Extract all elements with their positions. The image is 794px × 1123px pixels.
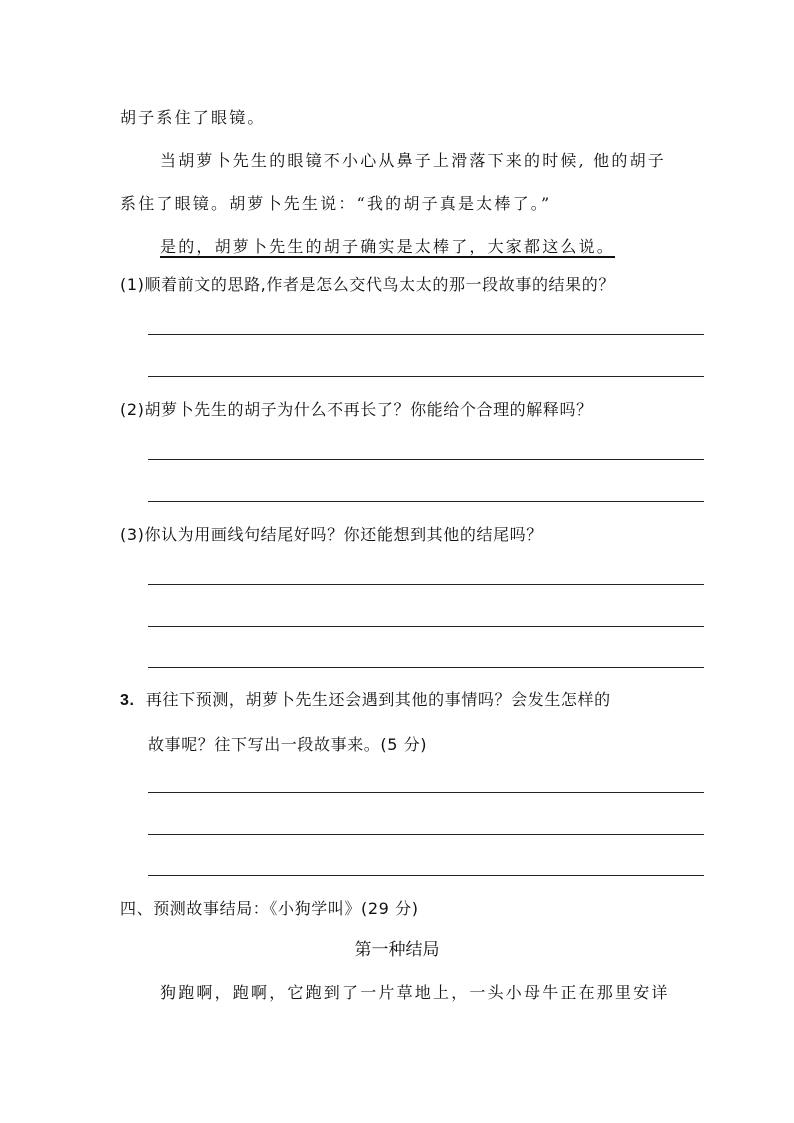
section-4-paragraph: 狗跑啊，跑啊，它跑到了一片草地上，一头小母牛正在那里安详 (160, 983, 670, 1002)
answer-line-1a[interactable] (148, 334, 704, 335)
task-3-text-1: 再往下预测，胡萝卜先生还会遇到其他的事情吗？会发生怎样的 (145, 690, 611, 709)
question-1-text: 顺着前文的思路,作者是怎么交代鸟太太的那一段故事的结果的？ (144, 275, 615, 294)
question-2 (120, 400, 593, 420)
question-1 (120, 275, 615, 295)
answer-line-4a[interactable] (148, 792, 704, 793)
story-line-3: 系住了眼镜。胡萝卜先生说：“我的胡子真是太棒了。” (120, 194, 552, 213)
task-3-number: 3. (120, 692, 135, 709)
question-1-number: (1) (120, 275, 145, 294)
question-2-text: 胡萝卜先生的胡子为什么不再长了？你能给个合理的解释吗？ (144, 400, 593, 419)
answer-line-2a[interactable] (148, 459, 704, 460)
story-underlined-sentence: 是的，胡萝卜先生的胡子确实是太棒了，大家都这么说。 (160, 237, 616, 256)
section-4-heading: 四、预测故事结局：《小狗学叫》(29 分) (120, 899, 419, 918)
question-3-text: 你认为用画线句结尾好吗？你还能想到其他的结尾吗？ (144, 525, 543, 544)
answer-line-3b[interactable] (148, 626, 704, 627)
story-line-1: 胡子系住了眼镜。 (120, 108, 266, 127)
answer-line-2b[interactable] (148, 501, 704, 502)
question-2-number: (2) (120, 400, 145, 419)
answer-line-3c[interactable] (148, 667, 704, 668)
question-3-number: (3) (120, 525, 145, 544)
answer-line-1b[interactable] (148, 376, 704, 377)
answer-line-4c[interactable] (148, 875, 704, 876)
task-3-line-1 (120, 690, 611, 711)
answer-line-3a[interactable] (148, 584, 704, 585)
answer-line-4b[interactable] (148, 834, 704, 835)
story-line-2: 当胡萝卜先生的眼镜不小心从鼻子上滑落下来的时候, 他的胡子 (160, 151, 666, 170)
section-4-subheading: 第一种结局 (354, 940, 440, 960)
task-3-line-2: 故事呢？往下写出一段故事来。(5 分) (148, 735, 428, 754)
question-3 (120, 525, 543, 545)
